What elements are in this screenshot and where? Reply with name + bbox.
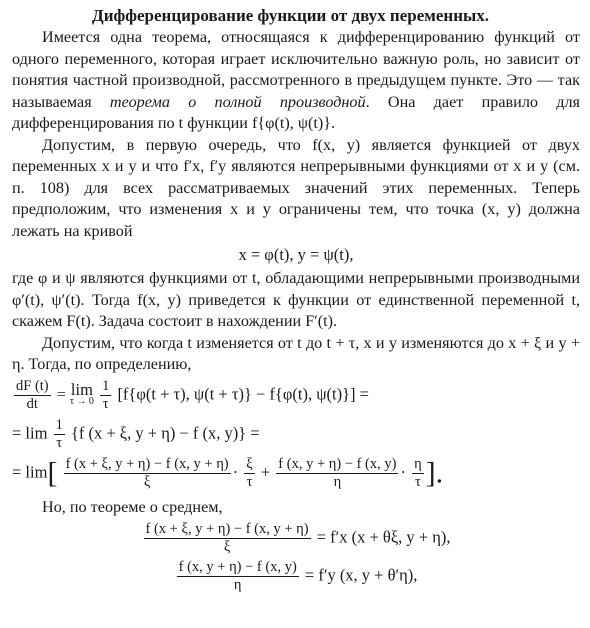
mean-value-equation-y bbox=[12, 559, 580, 594]
derivative-numerator: dF (t) bbox=[16, 377, 49, 394]
mean-value-equation-x bbox=[12, 521, 580, 556]
difference-quotient-y bbox=[276, 456, 398, 491]
paragraph-1 bbox=[12, 27, 580, 135]
right-bracket: ]. bbox=[425, 456, 444, 489]
line-2-denominator: τ bbox=[56, 434, 63, 451]
paragraph-4: Допустим, что когда t изменяется от t до t + τ, x и y изменяются до x + ξ и y + η. Тогда, по определению, bbox=[12, 333, 580, 373]
xi-over-tau-fraction bbox=[244, 456, 254, 491]
one-numerator: 1 bbox=[102, 377, 110, 394]
plus-sign: + bbox=[260, 461, 271, 481]
equation-derivative-line-3: = lim[ $\frac{f (x + \xi, y + \eta) - f (x, y + \eta)}{\xi}$ · $\frac{\xi}{\tau}$ + $\frac{f (x, y + \eta) - f (x, y)}{\eta}$ · $\frac{\eta}{\tau}$ ]. bbox=[12, 455, 444, 490]
derivative-fraction bbox=[14, 378, 51, 413]
mean-value-y-fraction bbox=[177, 559, 299, 594]
line-2-body: {f (x + ξ, y + η) − f (x, y)} = bbox=[70, 422, 260, 442]
paragraph-3: где φ и ψ являются функциями от t, обладающими непрерывными производными φ′(t), ψ′(t). Тогда f(x, y) приведется к функции от единственной переменной t, скажем F(t). Задача состоит в нахождении F′(t). bbox=[12, 269, 580, 330]
tau-denominator-3: τ bbox=[414, 473, 421, 490]
theorem-term: теорема о полной производной bbox=[109, 92, 366, 111]
line-2-prefix: = lim bbox=[12, 422, 48, 442]
paragraph-2: Допустим, в первую очередь, что f(x, y) является функцией от двух переменных x и y и что f′x, f′y являются непрерывными функциями от x и y (см. п. 108) для всех рассматриваемых значений этих переменных. Теперь предположим, что изменения x и y ограничены тем, что точка (x, y) должна лежать на кривой bbox=[12, 135, 580, 240]
mean-value-x-fraction bbox=[144, 521, 311, 556]
equation-derivative-line-1: $\frac{dF (t)}{dt}$ = lim τ → 0 $\frac{1}{\tau}$ [f{φ(t + τ), ψ(t + τ)} − f{φ(t), ψ(t)}] = bbox=[16, 377, 369, 412]
line-2-numerator: 1 bbox=[55, 416, 63, 433]
tau-denominator: τ bbox=[102, 395, 109, 412]
derivative-body: [f{φ(t + τ), ψ(t + τ)} − f{φ(t), ψ(t)}] = bbox=[117, 383, 369, 403]
paragraph-5: Но, по теореме о среднем, bbox=[42, 497, 223, 516]
mean-value-x-denominator: ξ bbox=[223, 539, 231, 555]
section-heading: Дифференцирование функции от двух переменных. bbox=[92, 6, 490, 25]
mean-value-x-rhs: = f′x (x + θξ, y + η), bbox=[316, 527, 451, 547]
line-3-prefix: = lim bbox=[12, 461, 48, 481]
one-over-tau-fraction bbox=[100, 378, 111, 413]
paragraph-1-text-a: Имеется одна теорема, относящаяся к дифференцированию функций от одного переменного, которая играет исключительно важную роль, но зависит от понятия частной производной, рассмотренного в предыдущем пункте. Это — так называемая bbox=[12, 28, 580, 111]
mean-value-y-numerator: f (x, y + η) − f (x, y) bbox=[178, 559, 297, 575]
difference-quotient-x bbox=[64, 456, 231, 491]
eta-over-tau-fraction bbox=[412, 456, 424, 491]
mean-value-y-rhs: = f′y (x, y + θ′η), bbox=[304, 565, 418, 585]
mean-value-x-numerator: f (x + ξ, y + η) − f (x, y + η) bbox=[145, 521, 309, 537]
limit-subscript: τ → 0 bbox=[69, 396, 94, 407]
line-2-fraction bbox=[54, 417, 65, 452]
eta-numerator: η bbox=[414, 455, 422, 472]
difference-quotient-x-denominator: ξ bbox=[143, 473, 151, 490]
difference-quotient-y-numerator: f (x, y + η) − f (x, y) bbox=[278, 455, 397, 472]
tau-denominator-2: τ bbox=[246, 473, 253, 490]
derivative-denominator: dt bbox=[26, 395, 38, 412]
equation-curve: x = φ(t), y = ψ(t), bbox=[238, 245, 354, 264]
limit-operator bbox=[69, 380, 94, 407]
difference-quotient-x-numerator: f (x + ξ, y + η) − f (x, y + η) bbox=[65, 455, 229, 472]
difference-quotient-y-denominator: η bbox=[333, 473, 342, 490]
equation-derivative-line-2 bbox=[12, 417, 580, 452]
xi-numerator: ξ bbox=[246, 455, 253, 472]
limit-label: lim bbox=[70, 380, 93, 399]
left-bracket: [ bbox=[47, 456, 58, 489]
mean-value-y-denominator: η bbox=[233, 577, 242, 593]
paragraph-1-text-b: . Она дает правило для дифференцирования по t функции f{φ(t), ψ(t)}. bbox=[12, 92, 580, 132]
